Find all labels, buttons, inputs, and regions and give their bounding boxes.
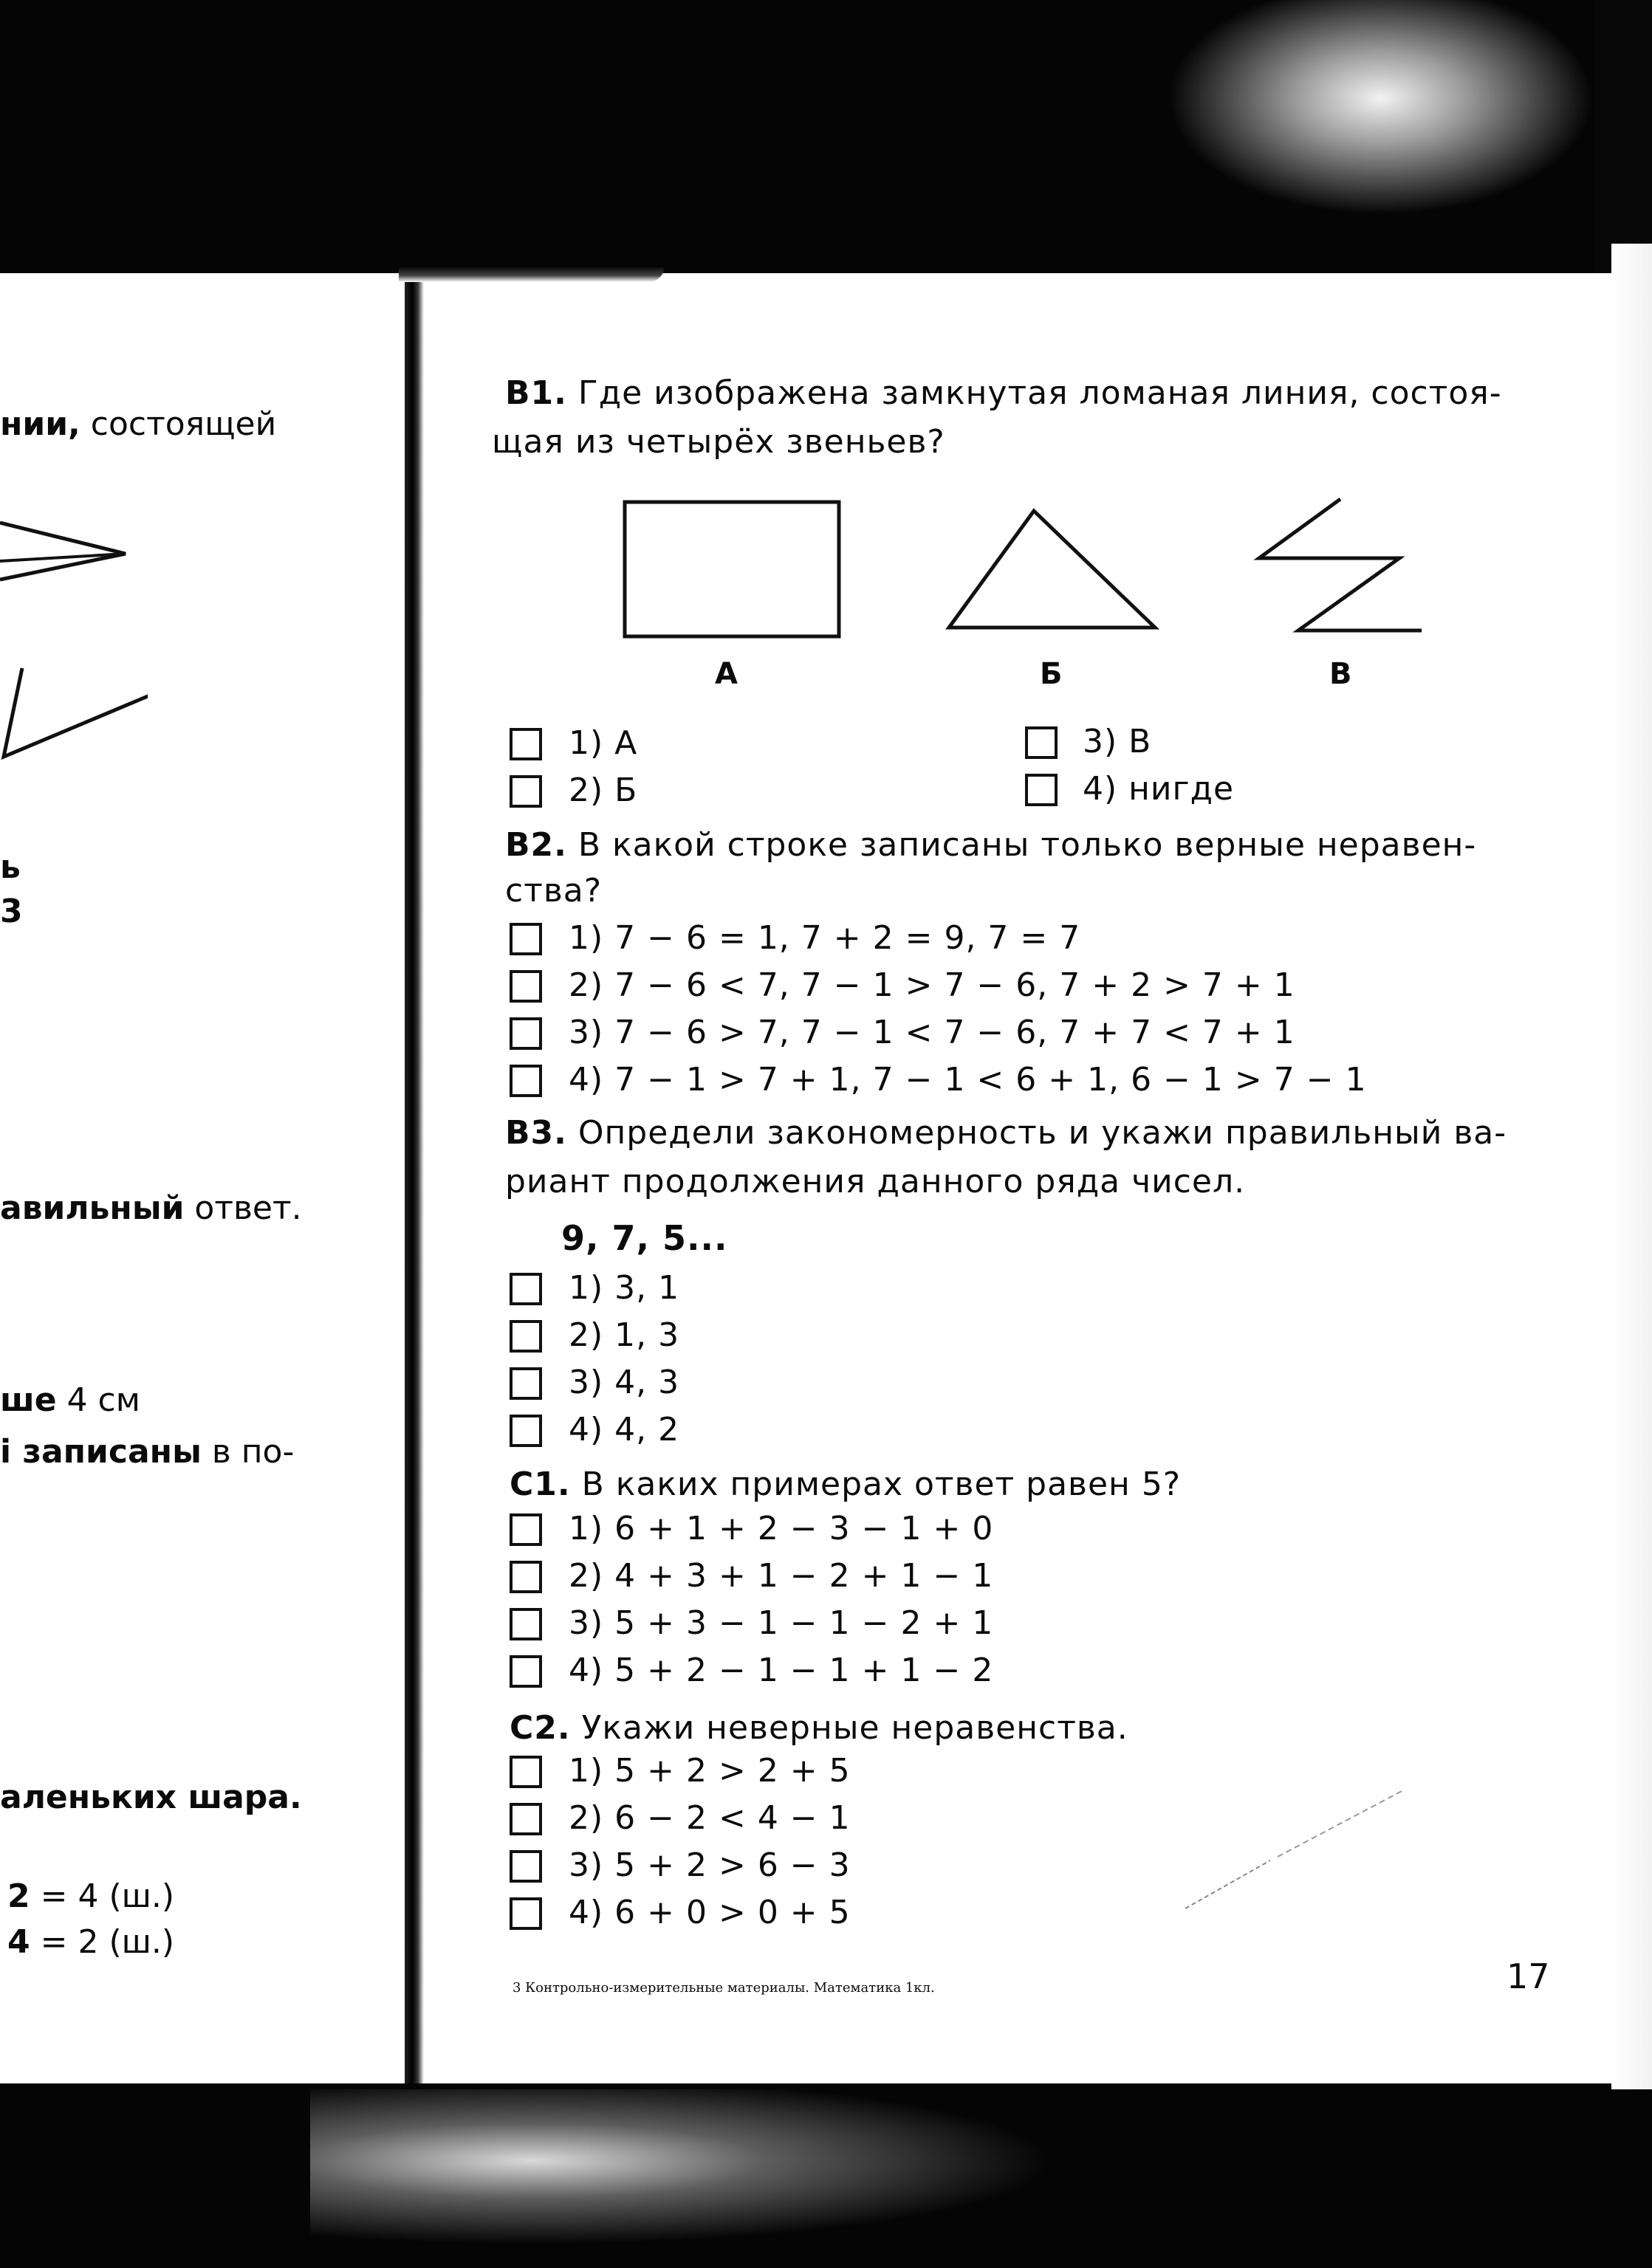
left-line-8: аленьких шара. — [0, 1779, 302, 1816]
scan-light-spot-bottom — [310, 2089, 1196, 2268]
b2-question-line1: В2. В какой строке записаны только верные неравен- — [505, 826, 1477, 864]
c2-question: С2. Укажи неверные неравенства. — [510, 1709, 1128, 1747]
left-figure-angle — [0, 523, 126, 580]
c2-option-2-label: 2) 6 − 2 < 4 − 1 — [569, 1799, 851, 1837]
b3-option-2-label: 2) 1, 3 — [569, 1316, 680, 1354]
b3-question-line1: В3. Определи закономерность и укажи правильный ва- — [505, 1114, 1507, 1152]
scan-dark-corner — [1595, 0, 1652, 273]
left-line-6: ше 4 см — [0, 1381, 140, 1419]
b3-option-3-checkbox[interactable] — [510, 1367, 542, 1400]
b1-option-1-checkbox[interactable] — [510, 728, 542, 760]
c2-option-1-label: 1) 5 + 2 > 2 + 5 — [569, 1752, 851, 1790]
figure-label-v: В — [1329, 657, 1352, 691]
b2-option-1-label: 1) 7 − 6 = 1, 7 + 2 = 9, 7 = 7 — [569, 919, 1081, 957]
b1-option-1-label: 1) А — [569, 724, 638, 762]
figure-label-b: Б — [1040, 657, 1063, 691]
c2-option-3-checkbox[interactable] — [510, 1850, 542, 1883]
b1-option-3-checkbox[interactable] — [1025, 726, 1058, 759]
left-line-1: нии, состоящей — [0, 405, 277, 443]
b3-sequence: 9, 7, 5... — [561, 1218, 728, 1258]
c1-option-3-checkbox[interactable] — [510, 1608, 542, 1640]
figure-b-triangle — [949, 511, 1155, 628]
c1-question: С1. В каких примерах ответ равен 5? — [510, 1465, 1182, 1503]
b3-option-4-label: 4) 4, 2 — [569, 1411, 680, 1449]
footer-note: 3 Контрольно-измерительные материалы. Математика 1кл. — [513, 1980, 935, 1996]
left-figure-zigzag — [4, 668, 148, 757]
c2-option-2-checkbox[interactable] — [510, 1803, 542, 1835]
scan-right-edge — [1611, 244, 1652, 2089]
left-line-9: 2 = 4 (ш.) — [7, 1877, 175, 1915]
left-line-10: 4 = 2 (ш.) — [7, 1923, 175, 1961]
b2-option-2-checkbox[interactable] — [510, 970, 542, 1003]
b3-option-4-checkbox[interactable] — [510, 1415, 542, 1447]
b2-option-1-checkbox[interactable] — [510, 923, 542, 955]
b2-question-line2: ства? — [505, 872, 603, 910]
b1-option-4-label: 4) нигде — [1083, 770, 1235, 808]
c1-option-3-label: 3) 5 + 3 − 1 − 1 − 2 + 1 — [569, 1604, 994, 1642]
b1-question-line1: В1. Где изображена замкнутая ломаная линия, состоя- — [505, 374, 1502, 412]
b1-option-2-label: 2) Б — [569, 772, 638, 809]
b3-option-3-label: 3) 4, 3 — [569, 1364, 680, 1401]
c2-option-4-checkbox[interactable] — [510, 1897, 542, 1930]
left-line-7: і записаны в по- — [0, 1433, 295, 1471]
page-curl — [399, 266, 665, 282]
c1-option-4-checkbox[interactable] — [510, 1655, 542, 1688]
b2-option-2-label: 2) 7 − 6 < 7, 7 − 1 > 7 − 6, 7 + 2 > 7 + 1 — [569, 966, 1295, 1004]
b1-figures — [620, 493, 1433, 641]
b1-option-2-checkbox[interactable] — [510, 775, 542, 808]
b3-option-1-checkbox[interactable] — [510, 1273, 542, 1305]
c1-option-2-checkbox[interactable] — [510, 1561, 542, 1593]
page-number: 17 — [1507, 1956, 1550, 1996]
b3-option-2-checkbox[interactable] — [510, 1320, 542, 1353]
figure-label-a: А — [715, 657, 738, 691]
c2-option-1-checkbox[interactable] — [510, 1756, 542, 1788]
figure-v-zigzag — [1259, 499, 1422, 630]
b2-option-3-label: 3) 7 − 6 > 7, 7 − 1 < 7 − 6, 7 + 7 < 7 + 1 — [569, 1014, 1295, 1051]
c1-option-1-label: 1) 6 + 1 + 2 − 3 − 1 + 0 — [569, 1510, 994, 1547]
left-line-4: 3 — [0, 893, 23, 930]
book-gutter — [405, 275, 424, 2083]
b1-option-3-label: 3) В — [1083, 723, 1152, 760]
figure-a-rectangle — [625, 502, 839, 636]
c1-option-4-label: 4) 5 + 2 − 1 − 1 + 1 − 2 — [569, 1652, 994, 1689]
b3-option-1-label: 1) 3, 1 — [569, 1269, 680, 1307]
c2-option-4-label: 4) 6 + 0 > 0 + 5 — [569, 1894, 851, 1931]
b2-option-3-checkbox[interactable] — [510, 1017, 542, 1050]
c2-option-3-label: 3) 5 + 2 > 6 − 3 — [569, 1846, 851, 1884]
b2-option-4-checkbox[interactable] — [510, 1065, 542, 1097]
scan-light-spot-top — [1049, 0, 1652, 281]
left-line-5: авильный ответ. — [0, 1189, 302, 1227]
b3-question-line2: риант продолжения данного ряда чисел. — [505, 1163, 1246, 1200]
b2-option-4-label: 4) 7 − 1 > 7 + 1, 7 − 1 < 6 + 1, 6 − 1 > 7 − 1 — [569, 1061, 1367, 1099]
left-page-figures — [0, 509, 148, 775]
c1-option-2-label: 2) 4 + 3 + 1 − 2 + 1 − 1 — [569, 1557, 994, 1595]
c1-option-1-checkbox[interactable] — [510, 1513, 542, 1546]
b1-question-line2: щая из четырёх звеньев? — [492, 423, 945, 461]
pencil-marks — [1182, 1787, 1418, 1912]
left-line-3: ь — [0, 848, 21, 886]
b1-option-4-checkbox[interactable] — [1025, 774, 1058, 806]
